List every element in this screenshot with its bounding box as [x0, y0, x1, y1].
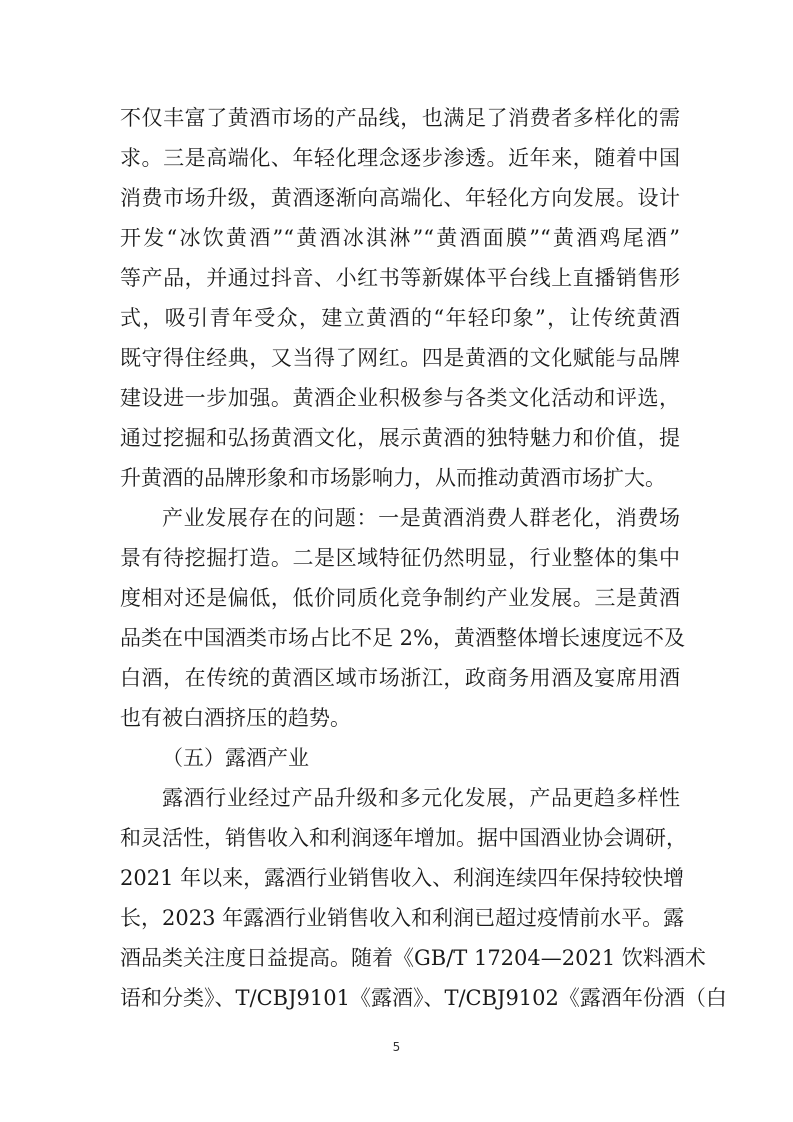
text-line: 消费市场升级，黄酒逐渐向高端化、年轻化方向发展。设计: [120, 186, 680, 210]
paragraph-huangjiu-trends: [120, 98, 680, 498]
text-line: 长，2023 年露酒行业销售收入和利润已超过疫情前水平。露: [120, 906, 685, 930]
text-line: 品类在中国酒类市场占比不足 2%，黄酒整体增长速度远不及: [120, 626, 685, 650]
text-line: 也有被白酒挤压的趋势。: [120, 706, 351, 730]
text-line: 和灵活性，销售收入和利润逐年增加。据中国酒业协会调研，: [120, 826, 687, 850]
text-line: 露酒行业经过产品升级和多元化发展，产品更趋多样性: [162, 786, 680, 810]
text-line: 景有待挖掘打造。二是区域特征仍然明显，行业整体的集中: [120, 546, 680, 570]
section-heading: （五）露酒产业: [162, 746, 309, 770]
page-number: 5: [392, 1040, 401, 1054]
text-line: 等产品，并通过抖音、小红书等新媒体平台线上直播销售形: [120, 266, 680, 290]
text-line: 升黄酒的品牌形象和市场影响力，从而推动黄酒市场扩大。: [120, 466, 666, 490]
text-line: 产业发展存在的问题：一是黄酒消费人群老化，消费场: [162, 506, 680, 530]
text-line: 既守得住经典，又当得了网红。四是黄酒的文化赋能与品牌: [120, 346, 680, 370]
text-line: 2021 年以来，露酒行业销售收入、利润连续四年保持较快增: [120, 866, 685, 890]
text-line: 不仅丰富了黄酒市场的产品线，也满足了消费者多样化的需: [120, 106, 680, 130]
text-line: 度相对还是偏低，低价同质化竞争制约产业发展。三是黄酒: [120, 586, 680, 610]
text-line: 酒品类关注度日益提高。随着《GB/T 17204—2021 饮料酒术: [120, 946, 706, 970]
text-line: 式，吸引青年受众，建立黄酒的“年轻印象”，让传统黄酒: [120, 306, 680, 330]
document-body: [120, 98, 727, 1018]
paragraph-industry-problems: [120, 498, 685, 738]
text-line: 开发“冰饮黄酒”“黄酒冰淇淋”“黄酒面膜”“黄酒鸡尾酒”: [120, 226, 680, 250]
paragraph-lujiu-industry: [120, 778, 727, 1018]
text-line: 白酒，在传统的黄酒区域市场浙江，政商务用酒及宴席用酒: [120, 666, 680, 690]
text-line: 求。三是高端化、年轻化理念逐步渗透。近年来，随着中国: [120, 146, 680, 170]
text-line: 语和分类》、T/CBJ9101《露酒》、T/CBJ9102《露酒年份酒（白: [120, 986, 727, 1010]
text-line: 通过挖掘和弘扬黄酒文化，展示黄酒的独特魅力和价值，提: [120, 426, 680, 450]
text-line: 建设进一步加强。黄酒企业积极参与各类文化活动和评选，: [120, 386, 680, 410]
